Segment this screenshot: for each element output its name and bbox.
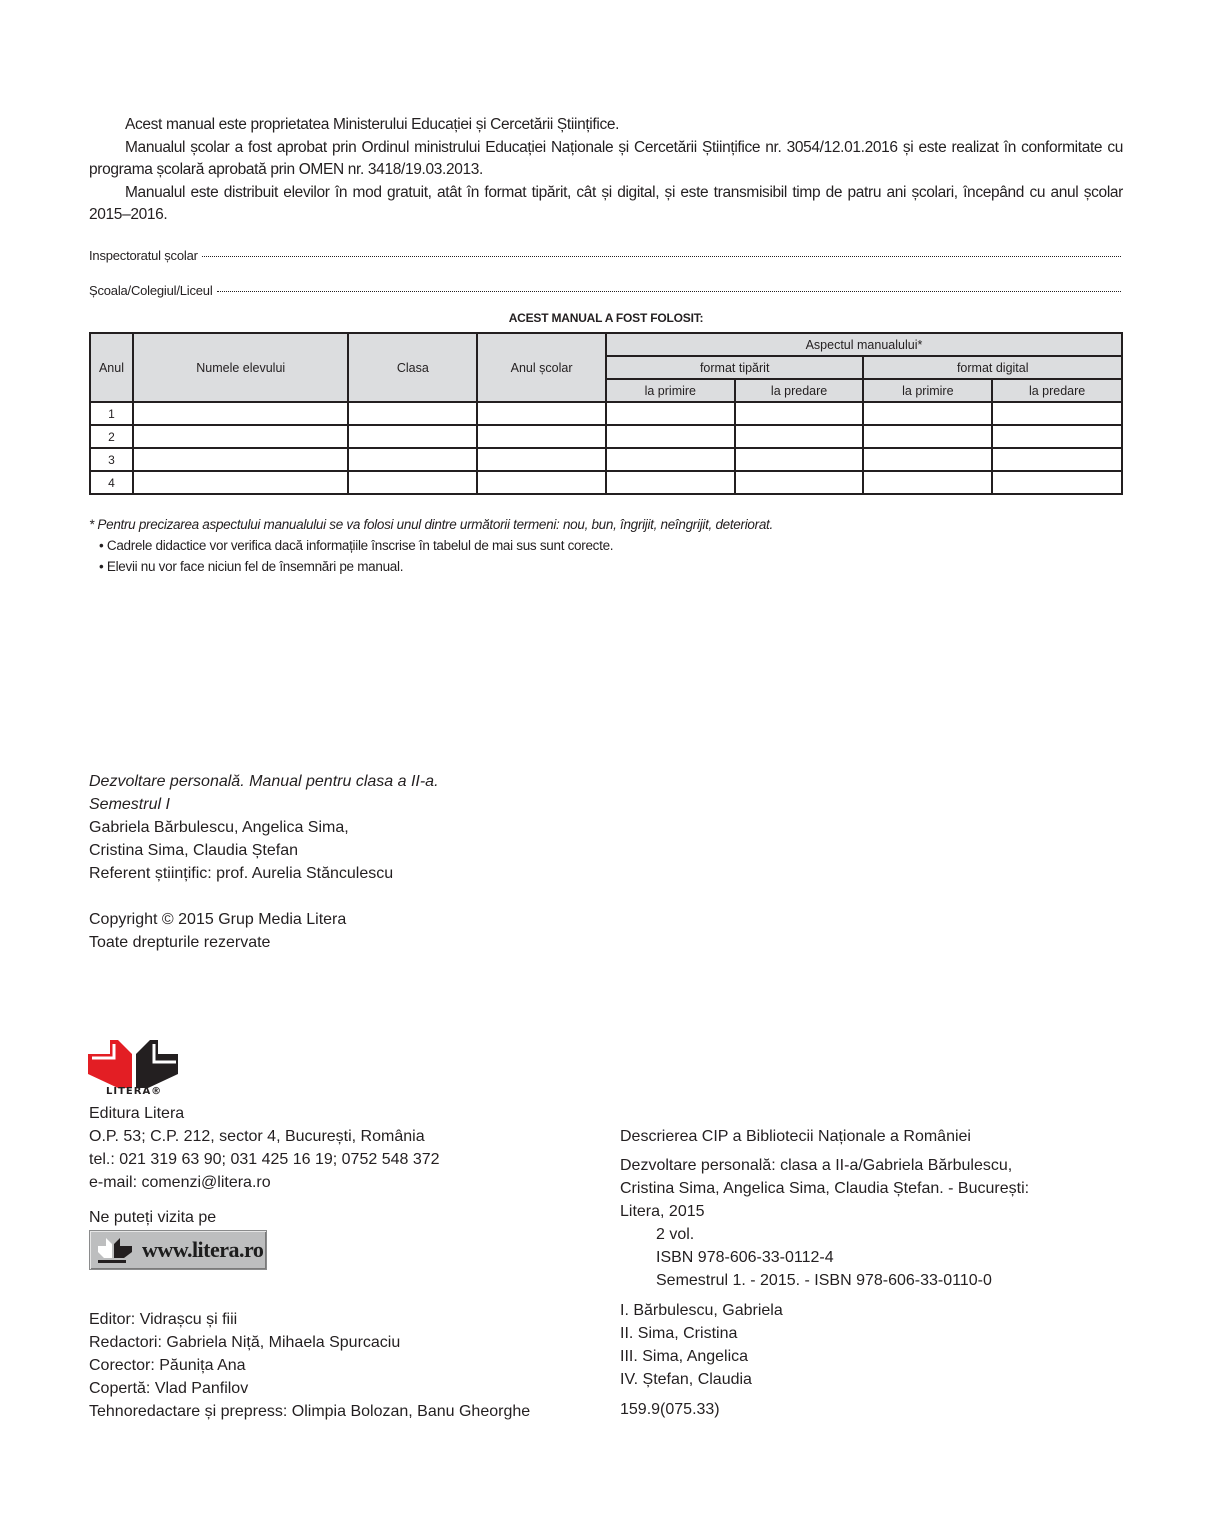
cell-tiparit-predare[interactable]	[735, 402, 864, 425]
cip-author: IV. Ștefan, Claudia	[620, 1371, 752, 1388]
header-clasa: Clasa	[348, 333, 477, 402]
cip-volumes: 2 vol.	[656, 1226, 695, 1243]
intro-paragraph: Acest manual este proprietatea Ministerului Educației și Cercetării Științifice.	[125, 116, 620, 133]
publisher-address: O.P. 53; C.P. 212, sector 4, București, România	[89, 1128, 425, 1145]
book-semester: Semestrul I	[89, 796, 170, 813]
logo-text: LITERA®	[106, 1086, 163, 1097]
row-number: 3	[90, 448, 133, 471]
cip-author: II. Sima, Cristina	[620, 1325, 738, 1342]
cell-tiparit-primire[interactable]	[606, 448, 735, 471]
table-row	[90, 448, 1122, 471]
table-row	[90, 471, 1122, 494]
publisher-name: Editura Litera	[89, 1105, 185, 1122]
dotted-fill-line	[217, 291, 1121, 292]
cip-isbn: ISBN 978-606-33-0112-4	[656, 1249, 834, 1266]
cip-description	[620, 1125, 1029, 1421]
cell-tiparit-primire[interactable]	[606, 402, 735, 425]
cell-tiparit-primire[interactable]	[606, 471, 735, 494]
cell-digital-predare[interactable]	[992, 402, 1122, 425]
note-bullet: • Cadrele didactice vor verifica dacă informațiile înscrise în tabelul de mai sus sunt corecte.	[99, 538, 614, 553]
credit-line: Corector: Păunița Ana	[89, 1357, 246, 1374]
inspectorat-field[interactable]	[89, 248, 1121, 263]
cell-tiparit-predare[interactable]	[735, 471, 864, 494]
intro-paragraph: Manualul școlar a fost aprobat prin Ordinul ministrului Educației Naționale și Cercetării Științifice nr. 3054/12.01.2016 și este realizat în conformitate cu programa școlară aprobată prin OMEN nr. 3418/19.03.2013.	[89, 138, 1123, 178]
note-bullet: • Elevii nu vor face niciun fel de însemnări pe manual.	[99, 559, 404, 574]
usage-table	[89, 332, 1123, 495]
header-format-digital: format digital	[863, 356, 1122, 379]
publisher-info	[89, 1102, 440, 1229]
book-authors: Gabriela Bărbulescu, Angelica Sima,	[89, 819, 349, 836]
credit-line: Redactori: Gabriela Niță, Mihaela Spurcaciu	[89, 1334, 401, 1351]
header-format-tiparit: format tipărit	[606, 356, 864, 379]
cell-digital-primire[interactable]	[863, 471, 992, 494]
cell-tiparit-primire[interactable]	[606, 425, 735, 448]
intro-text	[89, 114, 1123, 227]
book-info	[89, 770, 439, 954]
publisher-email[interactable]: e-mail: comenzi@litera.ro	[89, 1174, 271, 1191]
cip-author: III. Sima, Angelica	[620, 1348, 749, 1365]
cell-tiparit-predare[interactable]	[735, 448, 864, 471]
cell-numele[interactable]	[133, 448, 349, 471]
header-la-predare-digital: la predare	[992, 379, 1122, 402]
intro-paragraph: Manualul este distribuit elevilor în mod gratuit, atât în format tipărit, cât și digital, și este transmisibil timp de patru ani școlari, începând cu anul școlar 2015–2016.	[89, 183, 1123, 223]
cell-anul-scolar[interactable]	[477, 402, 606, 425]
footnote: * Pentru precizarea aspectului manualului se va folosi unul dintre următorii termeni: nou, bun, îngrijit, neîngrijit, deteriorat.	[89, 517, 773, 532]
cip-line: Litera, 2015	[620, 1203, 705, 1220]
cip-line: Dezvoltare personală: clasa a II-a/Gabriela Bărbulescu,	[620, 1157, 1013, 1174]
publisher-phone: tel.: 021 319 63 90; 031 425 16 19; 0752 548 372	[89, 1151, 440, 1168]
cip-classification: 159.9(075.33)	[620, 1401, 720, 1418]
cell-digital-primire[interactable]	[863, 425, 992, 448]
cell-digital-predare[interactable]	[992, 471, 1122, 494]
row-number: 1	[90, 402, 133, 425]
cell-numele[interactable]	[133, 402, 349, 425]
table-notes	[89, 514, 773, 577]
cell-anul-scolar[interactable]	[477, 448, 606, 471]
row-number: 4	[90, 471, 133, 494]
header-la-primire-digital: la primire	[863, 379, 992, 402]
header-anul-scolar: Anul școlar	[477, 333, 606, 402]
cell-anul-scolar[interactable]	[477, 471, 606, 494]
visit-label: Ne puteți vizita pe	[89, 1209, 217, 1226]
header-numele-elevului: Numele elevului	[133, 333, 349, 402]
header-la-primire-tiparit: la primire	[606, 379, 735, 402]
cip-isbn-semester: Semestrul 1. - 2015. - ISBN 978-606-33-0110-0	[656, 1272, 992, 1289]
cell-digital-predare[interactable]	[992, 425, 1122, 448]
credit-line: Tehnoredactare și prepress: Olimpia Bolozan, Banu Gheorghe	[89, 1403, 531, 1420]
credit-line: Editor: Vidrașcu și fiii	[89, 1311, 238, 1328]
cell-numele[interactable]	[133, 471, 349, 494]
credits	[89, 1308, 530, 1423]
dotted-fill-line	[202, 256, 1121, 257]
usage-table-title: ACEST MANUAL A FOST FOLOSIT:	[508, 311, 704, 325]
website-button-label: www.litera.ro	[142, 1237, 264, 1262]
row-number: 2	[90, 425, 133, 448]
cell-digital-primire[interactable]	[863, 402, 992, 425]
table-row	[90, 425, 1122, 448]
cip-line: Cristina Sima, Angelica Sima, Claudia Ștefan. - București:	[620, 1180, 1030, 1197]
header-anul: Anul	[90, 333, 133, 402]
header-la-predare-tiparit: la predare	[735, 379, 864, 402]
litera-logo	[88, 1040, 180, 1098]
scoala-label: Școala/Colegiul/Liceul	[89, 283, 213, 298]
cell-digital-primire[interactable]	[863, 448, 992, 471]
cell-tiparit-predare[interactable]	[735, 425, 864, 448]
cell-digital-predare[interactable]	[992, 448, 1122, 471]
inspectorat-label: Inspectoratul școlar	[89, 248, 198, 263]
cell-clasa[interactable]	[348, 471, 477, 494]
credit-line: Copertă: Vlad Panfilov	[89, 1380, 249, 1397]
cip-author: I. Bărbulescu, Gabriela	[620, 1302, 783, 1319]
cell-anul-scolar[interactable]	[477, 425, 606, 448]
cell-clasa[interactable]	[348, 425, 477, 448]
scoala-field[interactable]	[89, 283, 1121, 298]
copyright: Copyright © 2015 Grup Media Litera	[89, 911, 347, 928]
book-referent: Referent științific: prof. Aurelia Stănculescu	[89, 865, 394, 882]
cip-heading: Descrierea CIP a Bibliotecii Naționale a României	[620, 1128, 971, 1145]
litera-mini-logo-icon	[96, 1236, 136, 1264]
cell-numele[interactable]	[133, 425, 349, 448]
header-aspectul-manualului: Aspectul manualului*	[606, 333, 1122, 356]
cell-clasa[interactable]	[348, 402, 477, 425]
cell-clasa[interactable]	[348, 448, 477, 471]
rights: Toate drepturile rezervate	[89, 934, 271, 951]
website-button[interactable]	[89, 1230, 267, 1270]
book-authors: Cristina Sima, Claudia Ștefan	[89, 842, 298, 859]
table-row	[90, 402, 1122, 425]
litera-logo-icon	[88, 1040, 180, 1088]
book-title: Dezvoltare personală. Manual pentru clasa a II-a.	[89, 773, 439, 790]
